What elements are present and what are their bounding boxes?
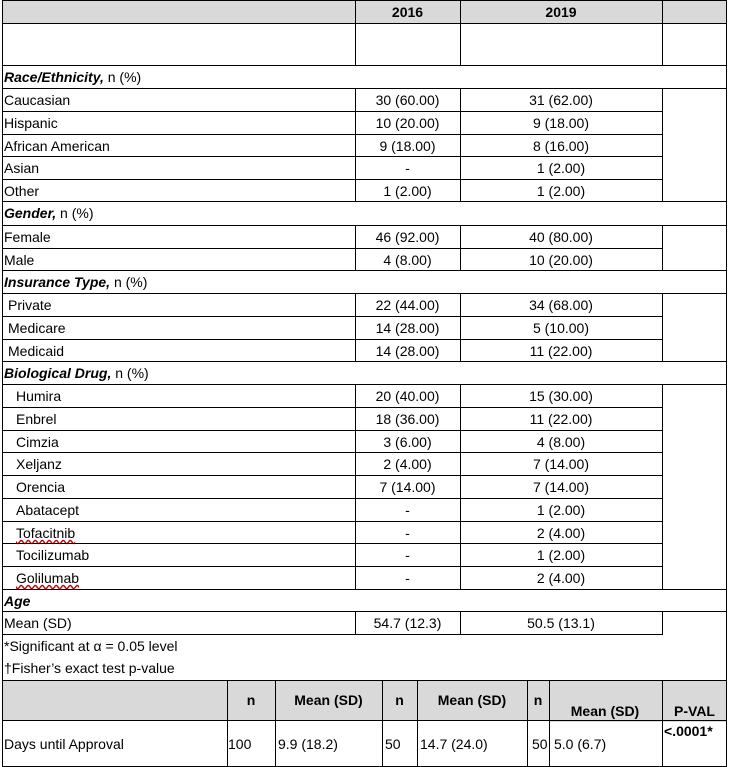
row-value-2016: 46 (92.00) [375, 229, 440, 245]
grid-line [2, 452, 662, 453]
row-value-2019: 31 (62.00) [529, 92, 593, 108]
grid-line [355, 293, 356, 362]
grid-line [2, 88, 727, 89]
bottom-header-n2: n [382, 689, 417, 711]
row-value-2016: 14 (28.00) [375, 320, 440, 336]
grid-line [382, 680, 383, 767]
row-label: Cimzia [16, 434, 59, 450]
grid-line [527, 680, 528, 767]
header-2019: 2019 [460, 1, 662, 23]
grid-line [726, 0, 727, 767]
grid-line [460, 611, 461, 635]
bottom-header-pval: P-VAL [662, 700, 727, 722]
grid-line [662, 0, 663, 66]
bottom-header-mean2: Mean (SD) [417, 689, 527, 711]
grid-line [2, 589, 727, 590]
grid-line [460, 293, 461, 362]
grid-line [2, 680, 727, 681]
row-value-2016: 22 (44.00) [375, 297, 440, 313]
grid-line [662, 225, 663, 271]
row-value-2019: 1 (2.00) [536, 547, 586, 563]
row-value-2019: 1 (2.00) [536, 183, 586, 199]
row-value-2019: 40 (80.00) [529, 229, 593, 245]
grid-line [2, 134, 662, 135]
row-label: Tocilizumab [16, 547, 90, 563]
grid-line [2, 521, 662, 522]
row-label: Male [4, 252, 35, 268]
grid-line [662, 293, 663, 362]
grid-line [2, 543, 662, 544]
row-value-2019: 7 (14.00) [532, 479, 590, 495]
grid-line [2, 498, 662, 499]
grid-line [2, 720, 727, 721]
grid-line [2, 339, 662, 340]
bottom-row-label: Days until Approval [4, 736, 124, 752]
grid-line [2, 611, 727, 612]
grid-line [2, 384, 727, 385]
row-value-2016: 7 (14.00) [379, 479, 436, 495]
grid-line [355, 225, 356, 271]
row-value-2016: 54.7 (12.3) [373, 615, 442, 631]
bottom-header-mean1: Mean (SD) [275, 689, 382, 711]
grid-line [662, 384, 663, 590]
grid-line [355, 88, 356, 202]
row-value-2016: 14 (28.00) [375, 343, 440, 359]
grid-line [460, 384, 461, 590]
row-value-2019: 2 (4.00) [536, 525, 586, 541]
row-value-2019: 50.5 (13.1) [527, 615, 595, 631]
grid-line [275, 680, 276, 767]
grid-line [2, 430, 662, 431]
row-label: African American [4, 138, 110, 154]
bottom-row-mean2: 14.7 (24.0) [420, 736, 488, 752]
row-value-2016: 10 (20.00) [375, 115, 440, 131]
row-value-2019: 15 (30.00) [529, 388, 593, 404]
row-label: Enbrel [16, 411, 57, 427]
grid-line [2, 201, 727, 202]
grid-line [460, 0, 461, 66]
grid-line [549, 680, 550, 767]
row-value-2019: 11 (22.00) [529, 411, 593, 427]
grid-line [2, 270, 727, 271]
row-label: Xeljanz [16, 456, 62, 472]
grid-line [227, 680, 228, 767]
row-value-2016: 2 (4.00) [383, 456, 432, 472]
bottom-header-n1: n [227, 689, 275, 711]
row-label: Medicaid [8, 343, 65, 359]
row-value-2019: 10 (20.00) [529, 252, 593, 268]
row-label: Mean (SD) [4, 615, 72, 631]
data-table [2, 0, 727, 767]
grid-line [662, 88, 663, 202]
header-2016: 2016 [355, 1, 460, 23]
row-label: Golilumab [16, 570, 80, 586]
row-value-2016: 4 (8.00) [383, 252, 432, 268]
row-value-2016: - [405, 502, 410, 518]
grid-line [662, 680, 663, 767]
row-label: Humira [16, 388, 62, 404]
row-value-2016: - [405, 547, 410, 563]
footnote-fisher: †Fisher’s exact test p-value [4, 660, 175, 676]
grid-line [2, 225, 727, 226]
bottom-row-pval: <.0001* [664, 723, 713, 739]
grid-line [2, 475, 662, 476]
row-label: Asian [4, 160, 40, 176]
row-value-2016: 20 (40.00) [375, 388, 440, 404]
grid-line [2, 111, 662, 112]
grid-line [2, 23, 727, 24]
grid-line [460, 225, 461, 271]
bottom-row-mean1: 9.9 (18.2) [278, 736, 338, 752]
row-label: Caucasian [4, 92, 71, 108]
grid-line [355, 0, 356, 66]
row-value-2019: 9 (18.00) [532, 115, 590, 131]
section-insurance: Insurance Type, n (%) [4, 274, 148, 290]
grid-line [2, 634, 662, 635]
row-value-2019: 8 (16.00) [532, 138, 590, 154]
bottom-row-n1: 100 [228, 736, 252, 752]
row-label: Private [8, 297, 52, 313]
grid-line [417, 680, 418, 767]
row-value-2019: 5 (10.00) [532, 320, 590, 336]
row-label: Medicare [8, 320, 66, 336]
row-value-2016: 30 (60.00) [375, 92, 440, 108]
row-value-2019: 2 (4.00) [536, 570, 586, 586]
footnote-significant: *Significant at α = 0.05 level [4, 638, 178, 654]
row-value-2016: 3 (6.00) [383, 434, 432, 450]
section-age: Age [4, 593, 31, 609]
section-drug: Biological Drug, n (%) [4, 365, 149, 381]
row-value-2016: 1 (2.00) [383, 183, 432, 199]
section-gender: Gender, n (%) [4, 205, 94, 221]
row-value-2019: 1 (2.00) [536, 502, 586, 518]
row-value-2016: - [405, 160, 410, 176]
grid-line [2, 293, 727, 294]
grid-line [662, 611, 663, 635]
row-label: Other [4, 183, 40, 199]
grid-line [2, 156, 662, 157]
bottom-row-n3: 50 [532, 736, 548, 752]
grid-line [2, 316, 662, 317]
row-label: Tofacitnib [16, 525, 76, 541]
row-value-2019: 11 (22.00) [529, 343, 593, 359]
grid-line [2, 0, 3, 767]
row-value-2019: 4 (8.00) [536, 434, 586, 450]
grid-line [2, 65, 727, 66]
section-race: Race/Ethnicity, n (%) [4, 69, 142, 85]
row-value-2016: 9 (18.00) [379, 138, 436, 154]
row-label: Orencia [16, 479, 66, 495]
grid-line [2, 248, 662, 249]
bottom-row-mean3: 5.0 (6.7) [554, 736, 607, 752]
row-value-2019: 1 (2.00) [536, 160, 586, 176]
row-label: Female [4, 229, 51, 245]
grid-line [2, 566, 662, 567]
row-label: Hispanic [4, 115, 58, 131]
bottom-header-n3: n [527, 689, 549, 711]
grid-line [2, 407, 662, 408]
grid-line [355, 611, 356, 635]
grid-line [2, 0, 727, 1]
row-value-2019: 7 (14.00) [532, 456, 590, 472]
row-value-2016: 18 (36.00) [375, 411, 440, 427]
bottom-header-mean3: Mean (SD) [549, 700, 661, 722]
grid-line [2, 179, 662, 180]
row-label: Abatacept [16, 502, 80, 518]
row-value-2016: - [405, 570, 410, 586]
grid-line [2, 361, 727, 362]
grid-line [355, 384, 356, 590]
row-value-2019: 34 (68.00) [529, 297, 593, 313]
grid-line [460, 88, 461, 202]
row-value-2016: - [405, 525, 410, 541]
bottom-row-n2: 50 [385, 736, 401, 752]
